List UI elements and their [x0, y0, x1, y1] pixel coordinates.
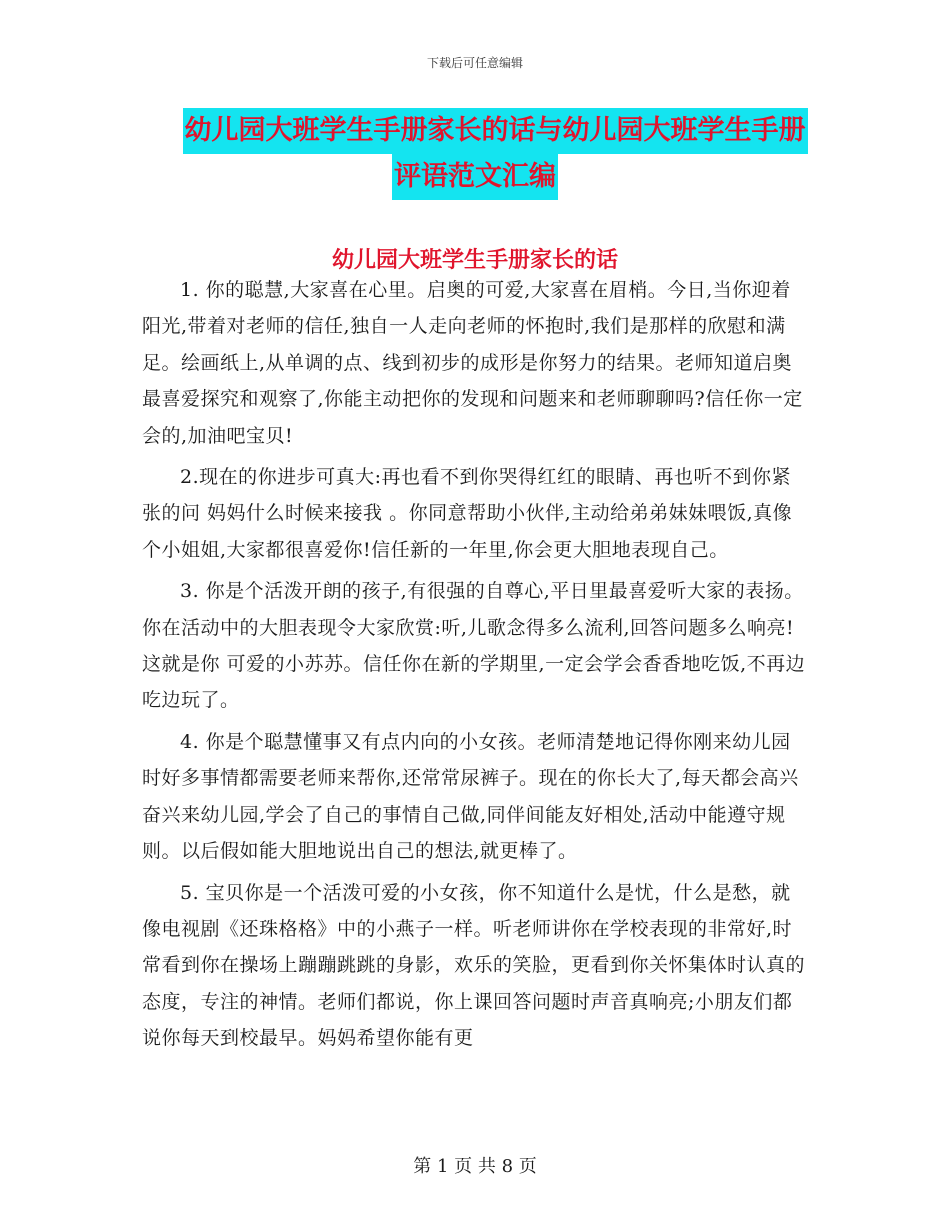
paragraph-5: 5. 宝贝你是一个活泼可爱的小女孩，你不知道什么是忧，什么是愁，就像电视剧《还珠格格》中的小燕子一样。听老师讲你在学校表现的非常好,时常看到你在操场上蹦蹦跳跳的身影，欢乐的笑脸，更看到你关怀集体时认真的态度，专注的神情。老师们都说，你上课回答问题时声音真响亮;小朋友们都说你每天到校最早。妈妈希望你能有更 — [142, 881, 806, 1050]
title-line-1: 幼儿园大班学生手册家长的话与幼儿园大班学生手册 — [183, 108, 808, 154]
header-note: 下载后可任意编辑 — [426, 56, 523, 70]
section-title: 幼儿园大班学生手册家长的话 — [331, 247, 618, 273]
document-title — [0, 108, 950, 200]
page-footer: 第 1 页 共 8 页 — [413, 1156, 537, 1177]
paragraph-3: 3. 你是个活泼开朗的孩子,有很强的自尊心,平日里最喜爱听大家的表扬。你在活动中的大胆表现令大家欣赏:听,儿歌念得多么流利,回答问题多么响亮!这就是你 可爱的小苏苏。信任你在新的学期里,一定会学会香香地吃饭,不再边吃边玩了。 — [142, 580, 806, 712]
paragraph-4: 4. 你是个聪慧懂事又有点内向的小女孩。老师清楚地记得你刚来幼儿园时好多事情都需要老师来帮你,还常常尿裤子。现在的你长大了,每天都会高兴奋兴来幼儿园,学会了自己的事情自己做,同伴间能友好相处,活动中能遵守规则。以后假如能大胆地说出自己的想法,就更棒了。 — [142, 730, 799, 863]
document-body — [142, 272, 810, 1062]
title-line-2: 评语范文汇编 — [392, 154, 558, 200]
paragraph-2: 2.现在的你进步可真大:再也看不到你哭得红红的眼睛、再也听不到你紧张的问 妈妈什么时候来接我 。你同意帮助小伙伴,主动给弟弟妹妹喂饭,真像个小姐姐,大家都很喜爱你!信任新的一年里,你会更大胆地表现自己。 — [142, 466, 793, 561]
paragraph-1: 1. 你的聪慧,大家喜在心里。启奥的可爱,大家喜在眉梢。今日,当你迎着阳光,带着对老师的信任,独自一人走向老师的怀抱时,我们是那样的欣慰和满足。绘画纸上,从单调的点、线到初步的成形是你努力的结果。老师知道启奥最喜爱探究和观察了,你能主动把你的发现和问题来和老师聊聊吗?信任你一定会的,加油吧宝贝! — [142, 279, 803, 447]
